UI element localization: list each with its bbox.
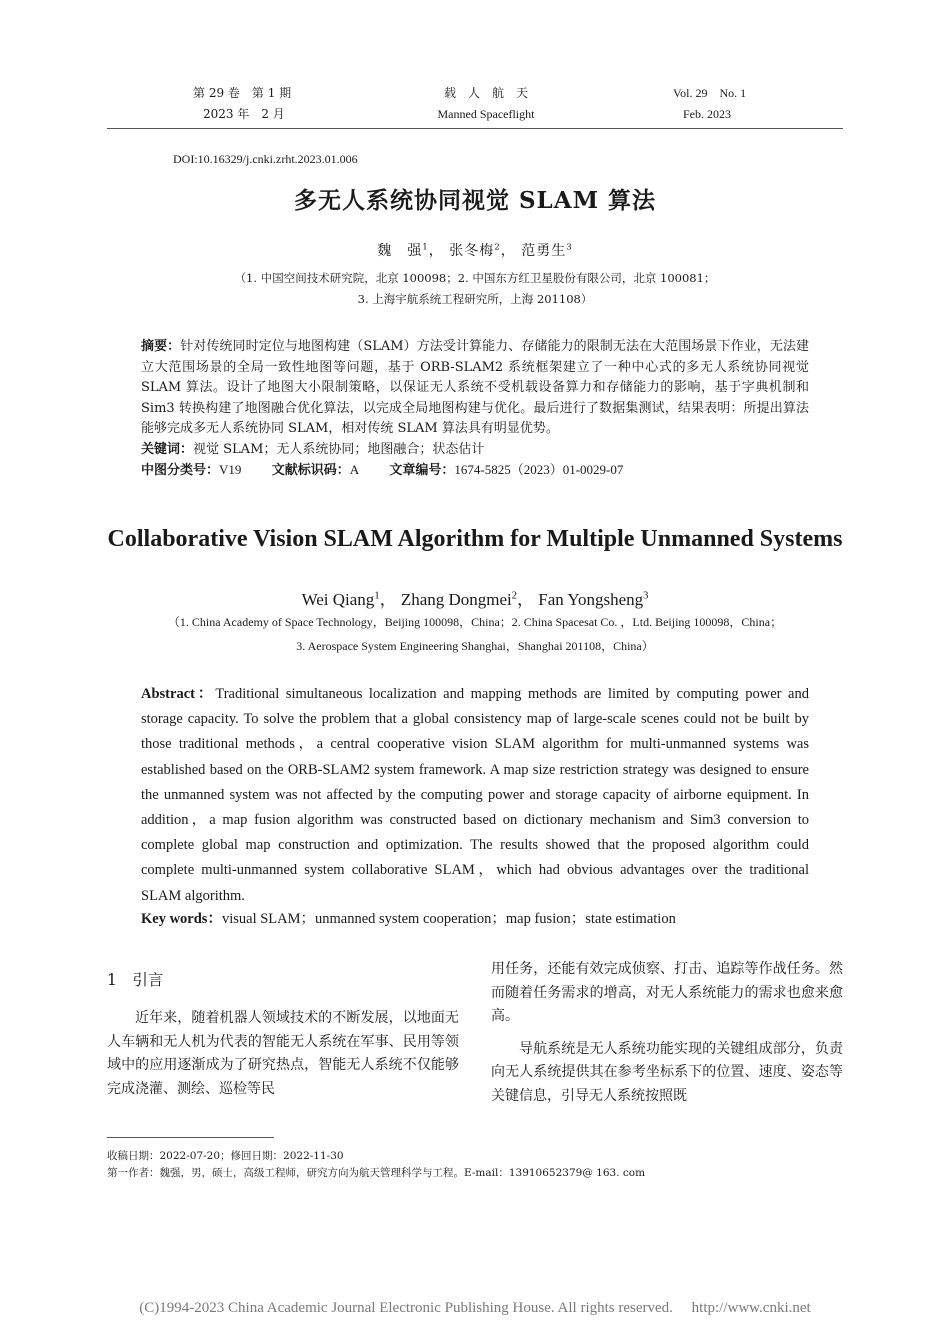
header-volume-en: Vol. 29 No. 1 [673, 86, 747, 100]
author-cn-3: 范勇生$^3$ [521, 242, 573, 259]
keywords-en: Key words：visual SLAM；unmanned system cooperation；map fusion；state estimation [141, 911, 676, 927]
header-date-en: Feb. 2023 [683, 107, 731, 121]
author-cn-2: 张冬梅$^2$， [449, 242, 516, 259]
author-cn-1: 魏 强$^1$， [377, 242, 444, 259]
footnote-received: 收稿日期：2022-07-20；修回日期：2022-11-30 [107, 1150, 344, 1162]
body-right-column [491, 958, 843, 1108]
author-en-3: Fan Yongsheng$^3$ [538, 590, 649, 609]
header-date: 2023 年 2 月 [203, 107, 285, 121]
body-left-column [107, 1007, 459, 1101]
title-en: Collaborative Vision SLAM Algorithm for Multiple Unmanned Systems [107, 526, 843, 552]
abstract-en: Abstract：Traditional simultaneous localization and mapping methods are limited by computing power and storage capacity. To solve the problem that a global consistency map of large-scale scenes could not be built by those traditional methods，a central cooperative vision SLAM algorithm for multi-unmanned systems was established based on the ORB-SLAM2 system framework. A map size restriction strategy was designed to ensure the unmanned system was not affected by the computing power and storage capacity of airborne equipment. In addition，a map fusion algorithm was constructed based on dictionary mechanism and Sim3 conversion to complete global map construction and optimization. The results showed that the proposed algorithm could complete multi-unmanned system collaborative SLAM，which had obvious advantages over the traditional SLAM algorithm. [141, 686, 809, 904]
authors-en [0, 585, 950, 610]
section-heading: 1 引言 [107, 971, 164, 989]
author-en-2: Zhang Dongmei$^2$， [400, 590, 535, 609]
header-rule [107, 128, 843, 129]
abstract-cn-body: 摘要：针对传统同时定位与地图构建（SLAM）方法受计算能力、存储能力的限制无法在大范围场景下作业，无法建立大范围场景的全局一致性地图等问题，基于 ORB-SLAM2 系统框架建立了一种中心式的多无人系统协同视觉 SLAM 算法。设计了地图大小限制策略，以保证无人系统不受机载设备算力和存储能力的影响，基于字典机制和 Sim3 转换构建了地图融合优化算法，以完成全局地图构建与优化。最后进行了数据集测试，结果表明：所提出算法能够完成多无人系统协同 SLAM，相对传统 SLAM 算法具有明显优势。 [141, 339, 809, 436]
body-paragraph: 近年来，随着机器人领域技术的不断发展，以地面无人车辆和无人机为代表的智能无人系统在军事、民用等领域中的应用逐渐成为了研究热点，智能无人系统不仅能够完成浇灌、测绘、巡检等民 [107, 1010, 459, 1097]
classification-line: 中图分类号：V19 文献标识码：A 文章编号：1674-5825（2023）01-0029-07 [141, 462, 624, 478]
body-paragraph: 导航系统是无人系统功能实现的关键组成部分，负责向无人系统提供其在参考坐标系下的位置、速度、姿态等关键信息，引导无人系统按照既 [491, 1040, 843, 1104]
watermark: (C)1994-2023 China Academic Journal Electronic Publishing House. All rights reserved. http://www.cnki.net [139, 1300, 811, 1316]
body-paragraph: 用任务，还能有效完成侦察、打击、追踪等作战任务。然而随着任务需求的增高，对无人系统能力的需求也愈来愈高。 [491, 961, 843, 1024]
header-volume: 第 29 卷 第 1 期 [193, 86, 292, 100]
keywords-cn: 关键词：视觉 SLAM；无人系统协同；地图融合；状态估计 [141, 441, 485, 457]
affiliation-en-line1: （1. China Academy of Space Technology，Beijing 100098，China；2. China Spacesat Co. ，Ltd. Beijing 100098，China； [167, 615, 783, 629]
doi[interactable]: DOI:10.16329/j.cnki.zrht.2023.01.006 [173, 152, 358, 166]
authors-cn [0, 240, 950, 260]
footnote-rule [107, 1137, 274, 1138]
footnote-author: 第一作者：魏强，男，硕士，高级工程师，研究方向为航天管理科学与工程。E-mail：13910652379@ 163. com [107, 1167, 646, 1179]
header-journal-cn: 载 人 航 天 [443, 86, 528, 100]
abstract-cn [141, 337, 809, 482]
title-cn: 多无人系统协同视觉 SLAM 算法 [293, 187, 657, 214]
affiliation-cn-line1: （1. 中国空间技术研究院，北京 100098；2. 中国东方红卫星股份有限公司，北京 100081； [234, 271, 716, 285]
author-en-1: Wei Qiang$^1$， [301, 590, 397, 609]
header-journal-en: Manned Spaceflight [437, 107, 535, 121]
affiliation-cn-line2: 3. 上海宇航系统工程研究所，上海 201108） [357, 292, 593, 306]
affiliation-en-line2: 3. Aerospace System Engineering Shanghai，Shanghai 201108，China） [296, 639, 654, 653]
